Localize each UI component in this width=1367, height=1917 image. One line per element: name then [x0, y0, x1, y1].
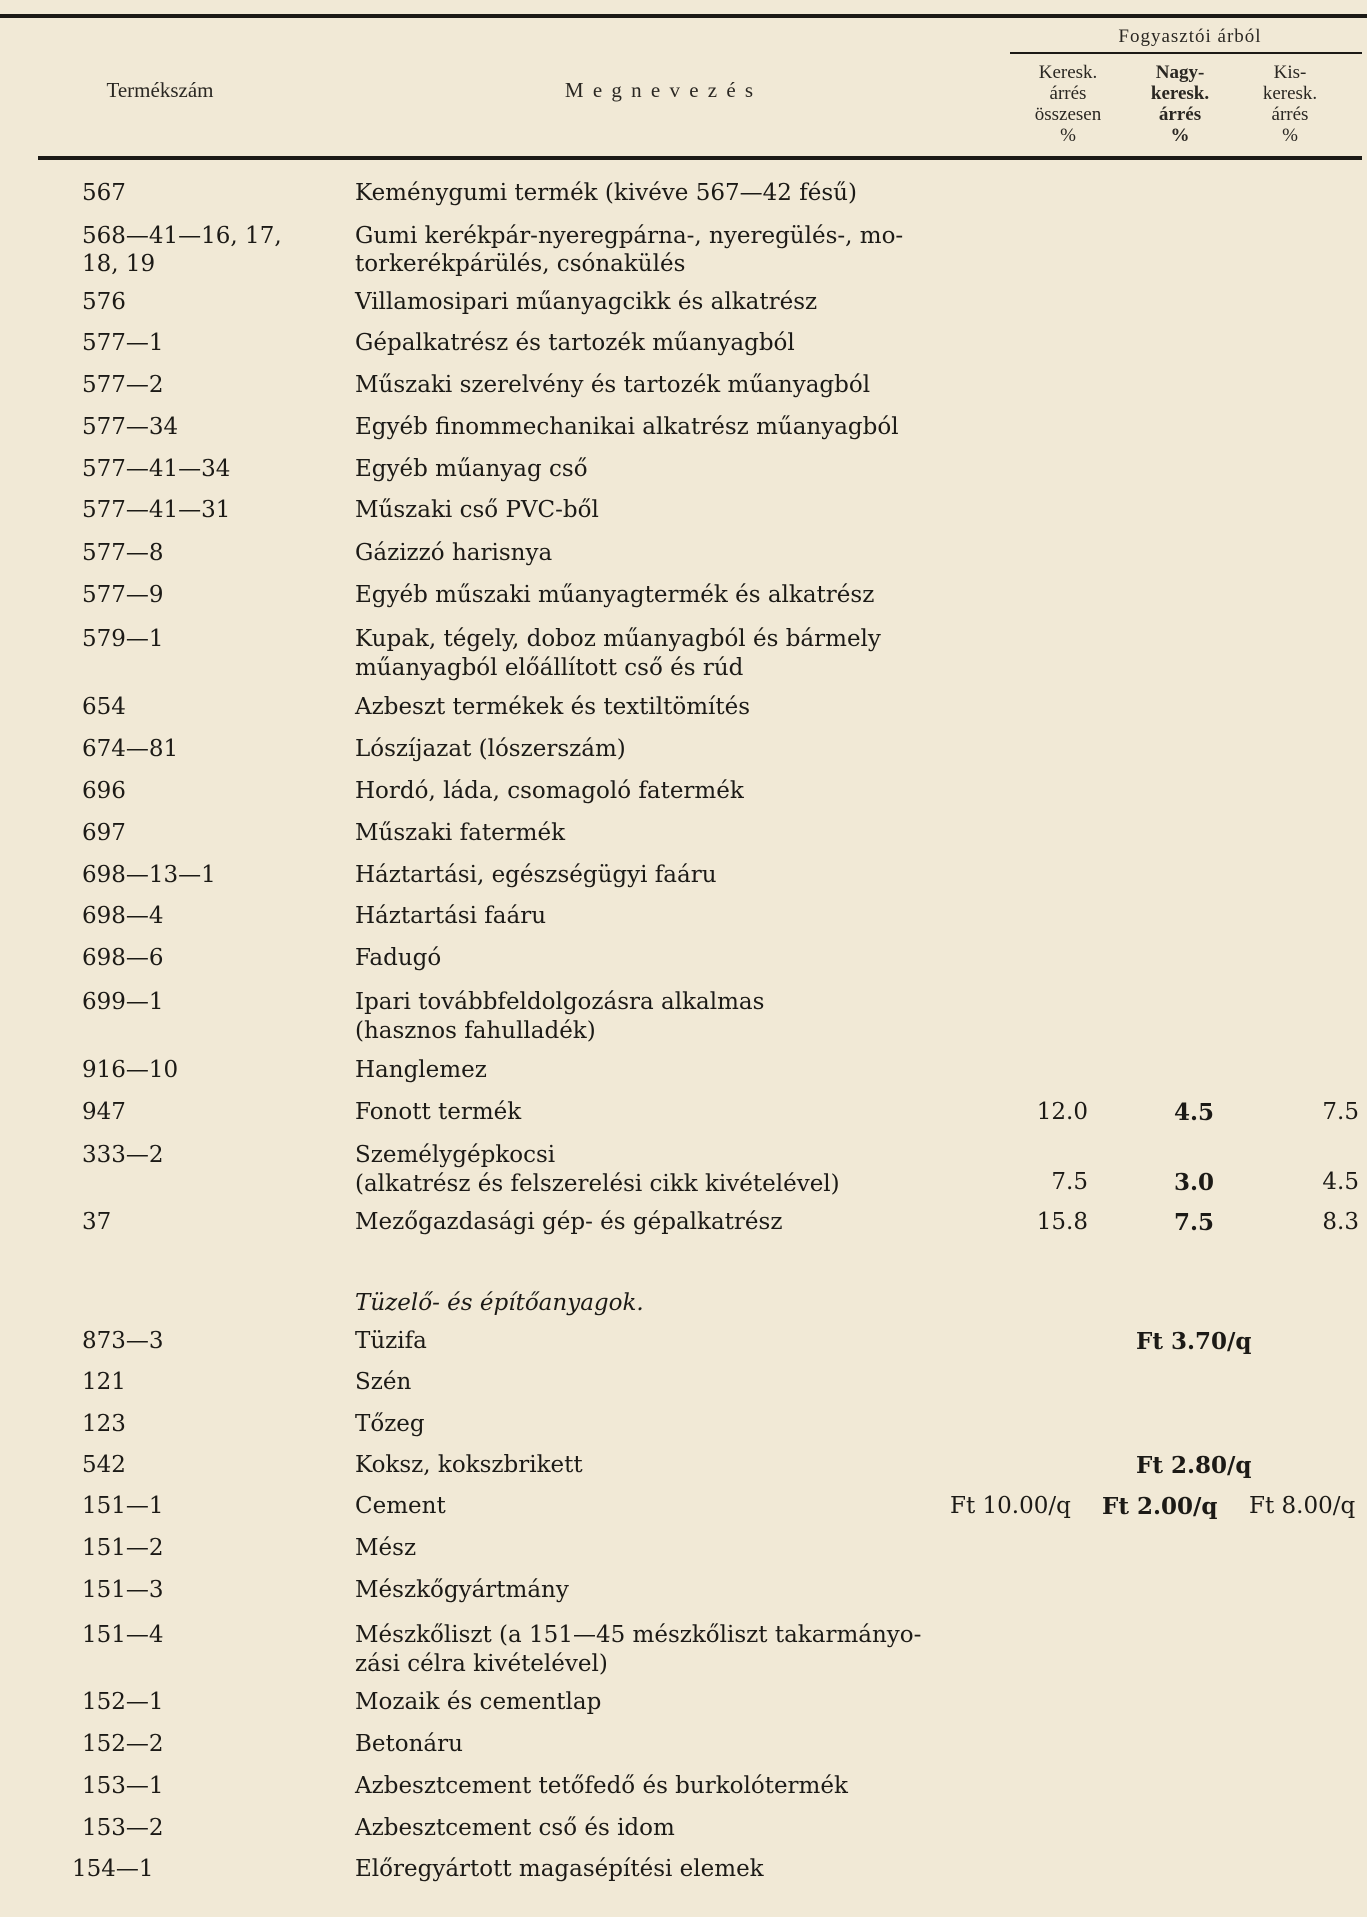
product-number: 873—3 — [82, 1328, 164, 1354]
product-name: Azbesztcement tetőfedő és burkolótermék — [355, 1773, 848, 1799]
nagykeresk-arres-value: 4.5 — [1173, 1099, 1214, 1126]
price-nagykeresk: Ft 2.00/q — [1102, 1493, 1218, 1520]
product-number: 579—1 — [82, 626, 164, 652]
product-number: 542 — [82, 1452, 126, 1478]
product-number: 154—1 — [72, 1856, 154, 1882]
price-keresk: Ft 10.00/q — [950, 1493, 1071, 1519]
kiskeresk-arres-value: 4.5 — [1322, 1169, 1359, 1195]
product-number: 577—8 — [82, 540, 164, 566]
product-number: 151—3 — [82, 1577, 164, 1603]
product-number: 916—10 — [82, 1057, 179, 1083]
header-sub-nagykeresk: Nagy- keresk. árrés % — [1150, 62, 1210, 146]
product-name: Műszaki cső PVC-ből — [355, 497, 599, 523]
header-megnevezes: M e g n e v e z é s — [564, 78, 756, 102]
product-name: Villamosipari műanyagcikk és alkatrész — [355, 289, 818, 315]
product-name: Gázizzó harisnya — [355, 540, 553, 566]
product-number: 153—2 — [82, 1815, 164, 1841]
product-number: 698—13—1 — [82, 862, 216, 888]
product-number: 577—41—31 — [82, 497, 231, 523]
price-value: Ft 3.70/q — [1136, 1328, 1252, 1355]
product-name: Azbesztcement cső és idom — [355, 1815, 675, 1841]
product-name: Tőzeg — [355, 1411, 425, 1437]
product-number: 151—4 — [82, 1622, 164, 1648]
product-number: 654 — [82, 694, 126, 720]
keresk-arres-value: 12.0 — [1036, 1099, 1088, 1125]
product-name: Egyéb finommechanikai alkatrész műanyagból — [355, 414, 899, 440]
kiskeresk-arres-value: 7.5 — [1322, 1099, 1359, 1125]
product-name: Mész — [355, 1535, 417, 1561]
nagykeresk-arres-value: 3.0 — [1173, 1169, 1214, 1196]
product-name: Mészkőliszt (a 151—45 mészkőliszt takarmányo- zási célra kivételével) — [355, 1622, 922, 1677]
product-number: 576 — [82, 289, 126, 315]
product-name: Gumi kerékpár-nyeregpárna-, nyeregülés-, mo- torkerékpárülés, csónakülés — [355, 223, 904, 277]
product-name: Koksz, kokszbrikett — [355, 1452, 583, 1478]
product-name: Szén — [355, 1369, 412, 1395]
product-name: Egyéb műszaki műanyagtermék és alkatrész — [355, 582, 875, 608]
product-name: Lószíjazat (lószerszám) — [355, 736, 626, 762]
product-number: 37 — [82, 1209, 112, 1235]
header-bottom-rule — [38, 156, 1362, 160]
product-number: 568—41—16, 17, 18, 19 — [82, 223, 282, 277]
product-number: 121 — [82, 1369, 126, 1395]
product-name: Fadugó — [355, 945, 442, 971]
product-number: 123 — [82, 1411, 126, 1437]
product-number: 699—1 — [82, 989, 164, 1015]
product-number: 577—1 — [82, 330, 164, 356]
product-number: 947 — [82, 1099, 126, 1125]
product-number: 698—6 — [82, 945, 164, 971]
keresk-arres-value: 15.8 — [1036, 1209, 1088, 1235]
product-number: 567 — [82, 180, 126, 206]
product-name: Háztartási faáru — [355, 903, 547, 929]
product-name: Ipari továbbfeldolgozásra alkalmas (hasznos fahulladék) — [355, 989, 765, 1044]
product-name: Előregyártott magasépítési elemek — [355, 1856, 764, 1882]
kiskeresk-arres-value: 8.3 — [1322, 1209, 1359, 1235]
header-sub-kiskeresk: Kis- keresk. árrés % — [1262, 62, 1318, 146]
price-kiskeresk: Ft 8.00/q — [1249, 1493, 1356, 1519]
product-name: Mozaik és cementlap — [355, 1689, 602, 1715]
product-name: Háztartási, egészségügyi faáru — [355, 862, 717, 888]
product-number: 153—1 — [82, 1773, 164, 1799]
product-number: 151—1 — [82, 1493, 164, 1519]
product-number: 674—81 — [82, 736, 179, 762]
product-name: Gépalkatrész és tartozék műanyagból — [355, 330, 795, 356]
price-value: Ft 2.80/q — [1136, 1452, 1252, 1479]
product-number: 577—2 — [82, 372, 164, 398]
product-name: Cement — [355, 1493, 446, 1519]
product-name: Keménygumi termék (kivéve 567—42 fésű) — [355, 180, 857, 206]
product-name: Mészkőgyártmány — [355, 1577, 569, 1603]
product-name: Kupak, tégely, doboz műanyagból és bármely műanyagból előállított cső és rúd — [355, 626, 881, 681]
product-name: Fonott termék — [355, 1099, 522, 1125]
section-heading: Tüzelő- és építőanyagok. — [355, 1290, 644, 1316]
product-number: 577—34 — [82, 414, 179, 440]
product-number: 698—4 — [82, 903, 164, 929]
product-number: 152—1 — [82, 1689, 164, 1715]
product-name: Személygépkocsi (alkatrész és felszerelési cikk kivételével) — [355, 1142, 840, 1197]
product-name: Betonáru — [355, 1731, 463, 1757]
keresk-arres-value: 7.5 — [1051, 1169, 1088, 1195]
product-name: Mezőgazdasági gép- és gépalkatrész — [355, 1209, 783, 1235]
header-group-title: Fogyasztói árból — [1118, 26, 1262, 47]
group-rule — [1010, 52, 1362, 54]
top-rule — [0, 14, 1367, 18]
nagykeresk-arres-value: 7.5 — [1173, 1209, 1214, 1236]
product-name: Műszaki fatermék — [355, 820, 566, 846]
product-number: 577—41—34 — [82, 456, 231, 482]
product-name: Hordó, láda, csomagoló fatermék — [355, 778, 744, 804]
product-name: Azbeszt termékek és textiltömítés — [355, 694, 751, 720]
product-name: Tüzifa — [355, 1328, 427, 1354]
header-sub-keresk: Keresk. árrés összesen % — [1034, 62, 1102, 146]
product-number: 696 — [82, 778, 126, 804]
product-number: 697 — [82, 820, 126, 846]
product-name: Egyéb műanyag cső — [355, 456, 588, 482]
header-termekszam: Termékszám — [106, 78, 214, 102]
product-number: 577—9 — [82, 582, 164, 608]
product-number: 151—2 — [82, 1535, 164, 1561]
product-name: Műszaki szerelvény és tartozék műanyagból — [355, 372, 871, 398]
product-number: 333—2 — [82, 1142, 164, 1168]
product-name: Hanglemez — [355, 1057, 487, 1083]
product-number: 152—2 — [82, 1731, 164, 1757]
